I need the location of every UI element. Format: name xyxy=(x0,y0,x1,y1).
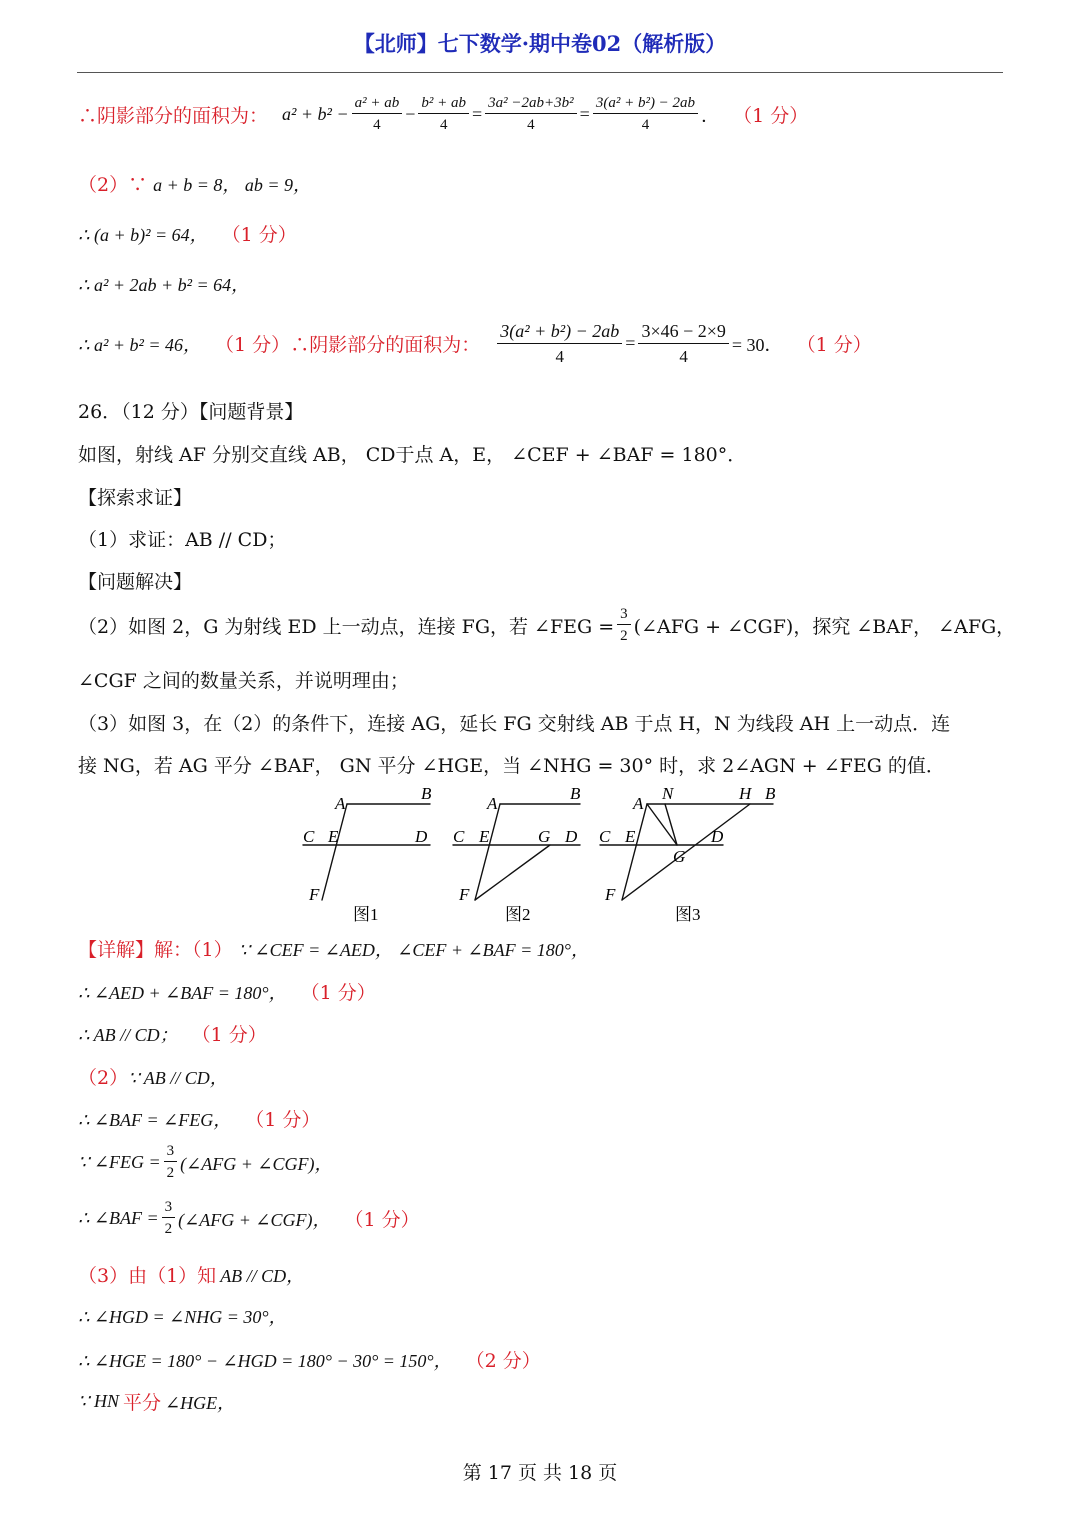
solution-4: （2） ∵ AB // CD， xyxy=(78,1067,228,1089)
fig1-label-D: D xyxy=(415,827,428,846)
question-26-title: 26．（12 分）【问题背景】 xyxy=(78,401,304,423)
solution-10: ∴ ∠HGE = 180° − ∠HGD = 180° − 30° = 150°， （2 分） xyxy=(78,1350,541,1372)
fig2-label-D: D xyxy=(565,827,578,846)
page-header: 【北师】七下数学·期中卷02（解析版） xyxy=(353,31,727,56)
solution-8: （3）由（1）知 AB // CD， xyxy=(78,1265,305,1287)
question-1: （1）求证：AB // CD； xyxy=(78,529,287,551)
fig2-label-A: A xyxy=(487,794,498,813)
figure-2 xyxy=(453,784,581,924)
fig2-label-C: C xyxy=(453,827,465,846)
header-rule xyxy=(77,72,1003,73)
square-line: ∴ (a + b)² = 64， （1 分） xyxy=(78,224,297,246)
shaded-area-line: ∴阴影部分的面积为： a² + b² − $\frac{\text{a² + ab}}{4}$ − $\frac{\text{b² + ab}}{4}$ = $\frac{\text{3a² −2ab+3b²}}{4}$ = $\frac{\text{3(a² + b²) − 2ab}}{4}$ ． （1 分） xyxy=(78,95,809,133)
heading-explore: 【探索求证】 xyxy=(78,487,193,509)
fraction: $\frac{3}{2}$ xyxy=(617,606,631,645)
geometry-figures xyxy=(295,782,795,932)
question-3: （3）如图 3，在（2）的条件下，连接 AG，延长 FG 交射线 AB 于点 H，N 为线段 AH 上一动点．连 xyxy=(78,713,951,735)
fig3-label-D: D xyxy=(711,827,724,846)
fig3-label-A: A xyxy=(633,794,644,813)
solution-3: ∴ AB // CD； （1 分） xyxy=(78,1024,267,1046)
solution-1: 【详解】解：（1） ∵ ∠CEF = ∠AED， ∠CEF + ∠BAF = 180°， xyxy=(78,939,589,961)
score: （1 分） xyxy=(733,105,809,127)
fraction: $\frac{\text{3(a² + b²) − 2ab}}{4}$ xyxy=(497,320,622,367)
fraction: $\frac{3\times 46 - 2\times 9}{4}$ xyxy=(638,320,728,367)
fig3-caption: 图3 xyxy=(675,905,701,924)
fig3-label-E: E xyxy=(625,827,636,846)
solution-7: ∴ ∠BAF = $\frac{3}{2}$ (∠AFG + ∠CGF)， （1 分） xyxy=(78,1199,420,1237)
fig1-label-A: A xyxy=(335,794,346,813)
fig1-label-B: B xyxy=(421,784,432,803)
question-2: （2）如图 2，G 为射线 ED 上一动点，连接 FG，若 ∠FEG = $\frac{3}{2}$ (∠AFG + ∠CGF)，探究 ∠BAF， ∠AFG， xyxy=(78,606,1016,644)
fig1-caption: 图1 xyxy=(353,905,379,924)
solution-2: ∴ ∠AED + ∠BAF = 180°， （1 分） xyxy=(78,982,376,1004)
fraction: $\frac{3}{2}$ xyxy=(164,1143,178,1182)
question-2-cont: ∠CGF 之间的数量关系，并说明理由； xyxy=(78,670,409,692)
question-3-cont: 接 NG，若 AG 平分 ∠BAF， GN 平分 ∠HGE，当 ∠NHG = 30° 时，求 2∠AGN + ∠FEG 的值． xyxy=(78,755,945,777)
fig1-label-C: C xyxy=(303,827,315,846)
result-line: ∴ a² + b² = 46， （1 分） ∴阴影部分的面积为： $\frac{\text{3(a² + b²) − 2ab}}{4}$ = $\frac{3\times 46 - 2\times 9}{4}$ = 30． （1 分） xyxy=(78,321,872,366)
fraction: $\frac{\text{3(a² + b²) − 2ab}}{4}$ xyxy=(593,95,698,134)
figure-3 xyxy=(599,784,776,924)
fig1-label-E: E xyxy=(328,827,339,846)
fraction: $\frac{\text{a² + ab}}{4}$ xyxy=(352,95,403,134)
fig3-label-N: N xyxy=(662,784,674,803)
shaded-area-text: ∴阴影部分的面积为： xyxy=(78,105,269,127)
fig3-label-G: G xyxy=(673,847,686,866)
solution-6: ∵ ∠FEG = $\frac{3}{2}$ (∠AFG + ∠CGF)， xyxy=(78,1143,333,1181)
fig3-label-F: F xyxy=(605,885,616,904)
solution-5: ∴ ∠BAF = ∠FEG， （1 分） xyxy=(78,1109,321,1131)
fig1-label-F: F xyxy=(309,885,320,904)
fig2-label-E: E xyxy=(479,827,490,846)
fig2-label-F: F xyxy=(459,885,470,904)
expand-line: ∴ a² + 2ab + b² = 64， xyxy=(78,275,250,295)
fig2-label-G: G xyxy=(538,827,551,846)
fraction: $\frac{3}{2}$ xyxy=(162,1199,176,1238)
figure-1 xyxy=(303,784,432,924)
fig2-caption: 图2 xyxy=(505,905,531,924)
fig3-label-B: B xyxy=(765,784,776,803)
page-footer: 第 17 页 共 18 页 xyxy=(462,1462,618,1484)
fig3-label-H: H xyxy=(739,784,752,803)
heading-solve: 【问题解决】 xyxy=(78,571,193,593)
question-background: 如图，射线 AF 分别交直线 AB， CD于点 A，E， ∠CEF + ∠BAF = 180°． xyxy=(78,444,747,466)
part2-line: （2）∵ a + b = 8， ab = 9， xyxy=(78,174,312,196)
fraction: $\frac{\text{b² + ab}}{4}$ xyxy=(418,95,469,134)
fig2-label-B: B xyxy=(570,784,581,803)
solution-9: ∴ ∠HGD = ∠NHG = 30°， xyxy=(78,1307,287,1327)
fraction: $\frac{\text{3a² −2ab+3b²}}{4}$ xyxy=(485,95,577,134)
fig3-label-C: C xyxy=(599,827,611,846)
expr: a² + b² − xyxy=(282,104,349,124)
solution-11: ∵ HN 平分 ∠HGE， xyxy=(78,1391,236,1414)
